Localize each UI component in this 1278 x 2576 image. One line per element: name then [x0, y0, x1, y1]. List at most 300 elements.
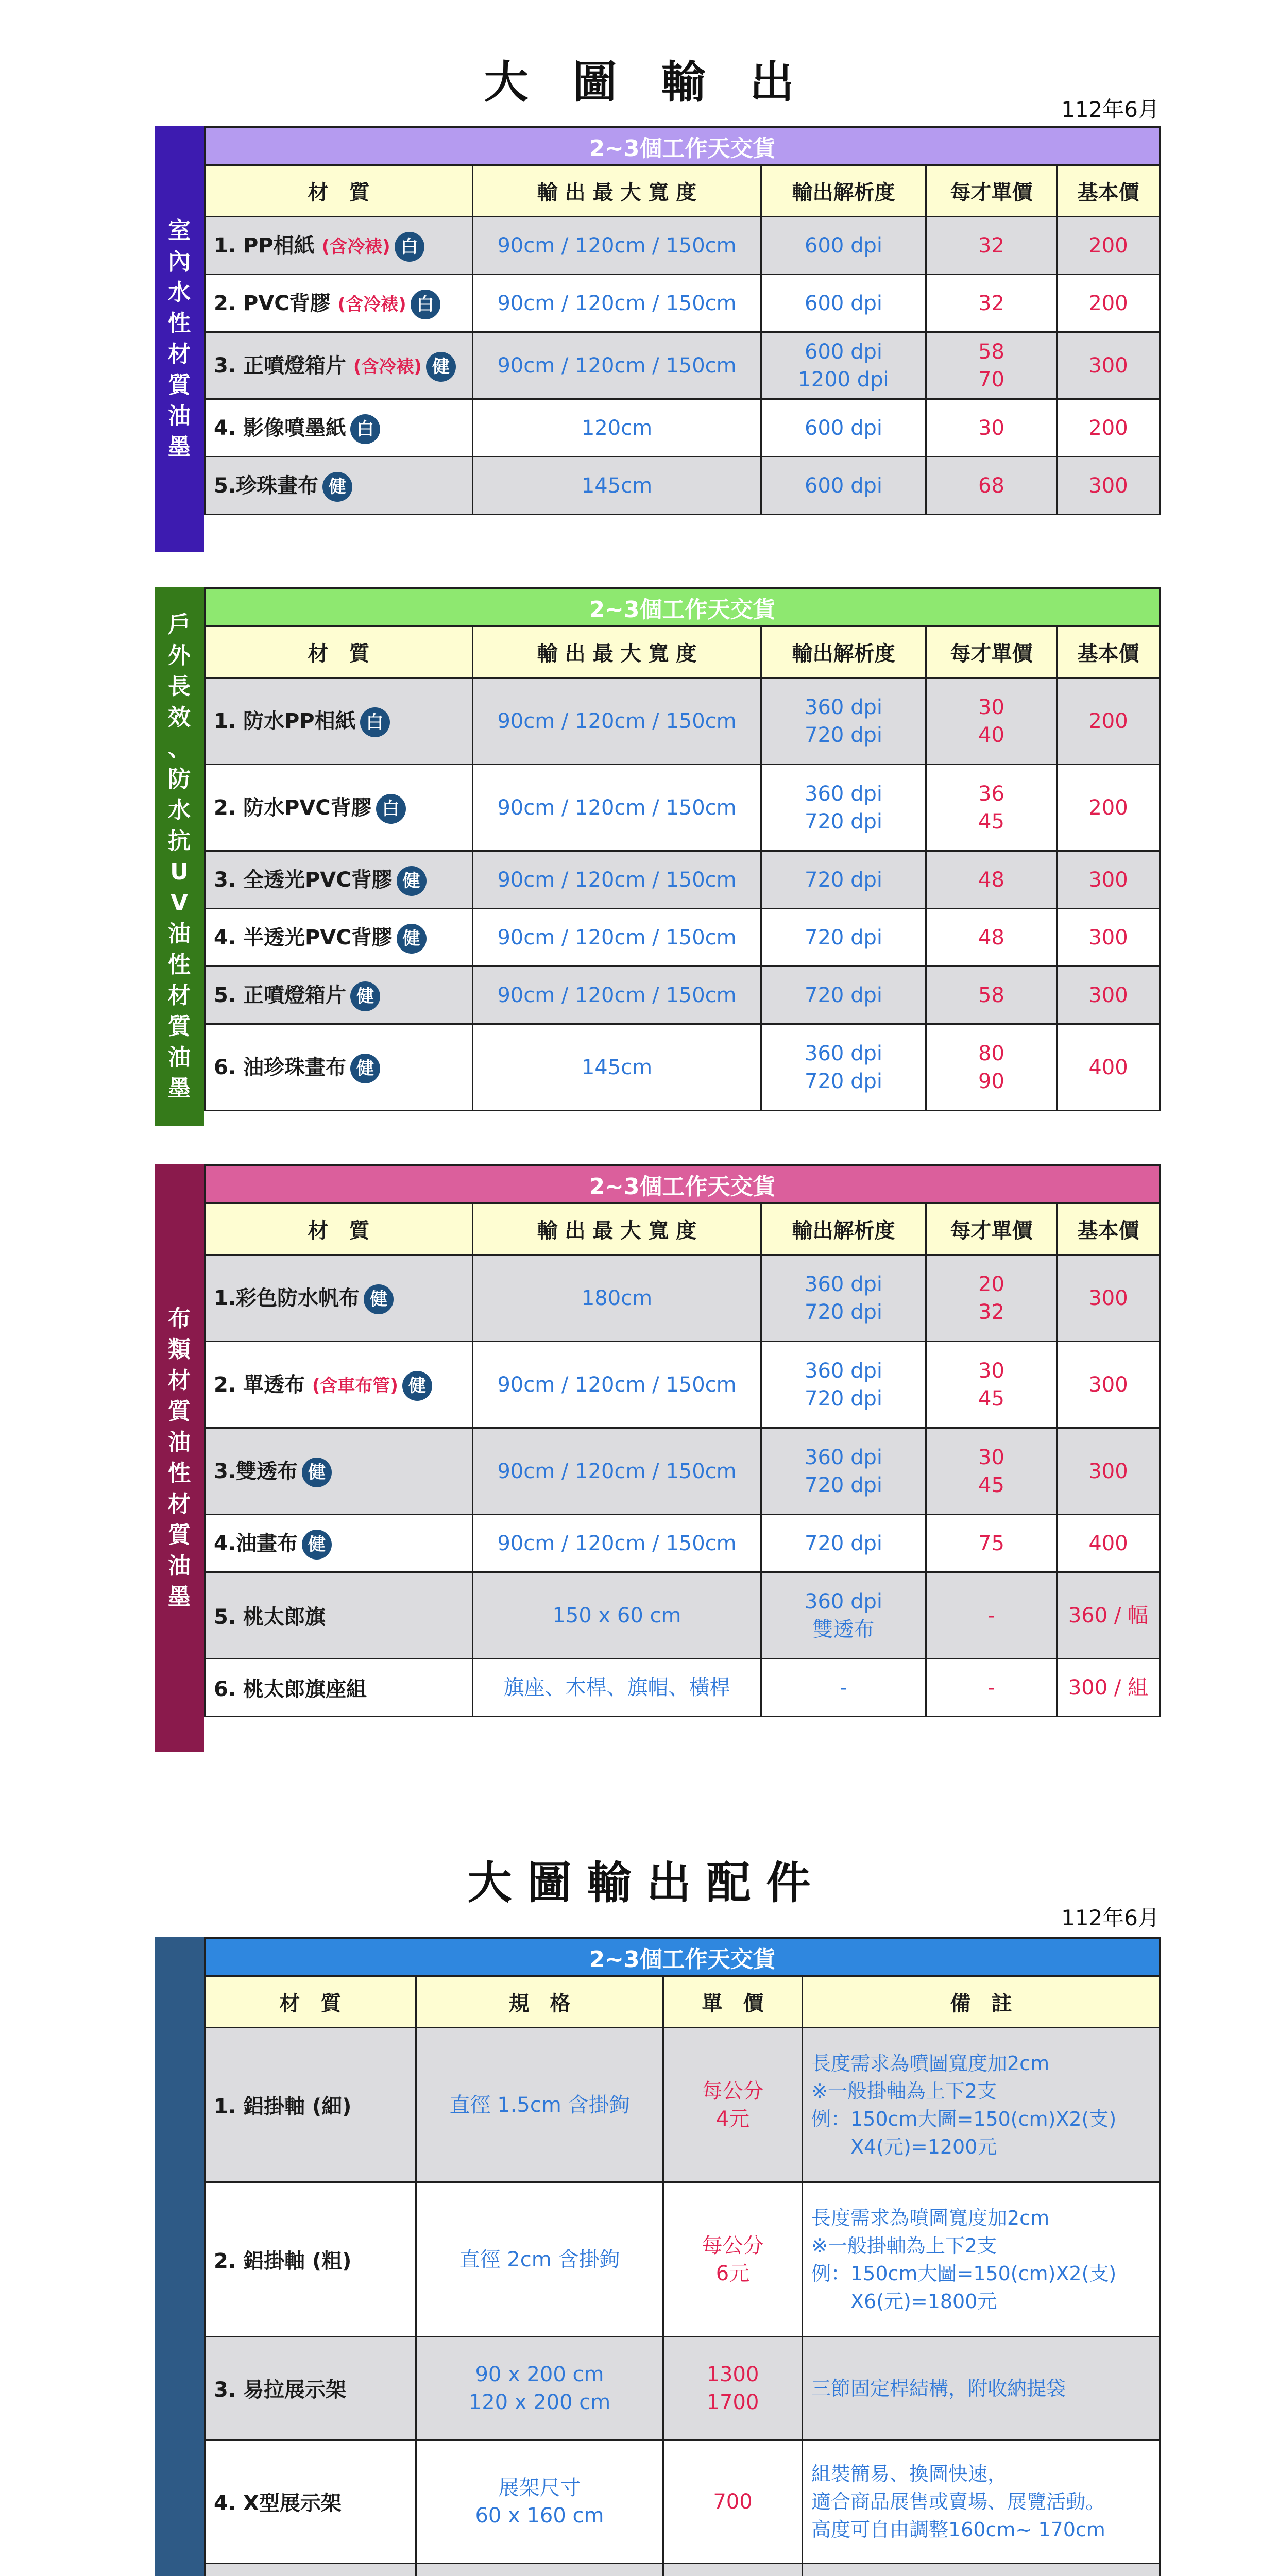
- max-width: 90cm / 120cm / 150cm: [473, 332, 761, 399]
- cell-line: -: [987, 1603, 995, 1628]
- cell-line: 40: [978, 723, 1004, 747]
- column-header-row: [205, 165, 1160, 217]
- resolution: [761, 1255, 926, 1342]
- col-width: 輸 出 最 大 寬 度: [473, 1204, 761, 1255]
- cell-line: 20: [978, 1272, 1004, 1296]
- base-price: 360 / 幅: [1057, 1572, 1160, 1659]
- col-material: 材 質: [205, 626, 473, 678]
- table-row: [205, 399, 1160, 457]
- page-title-main: 大 圖 輸 出: [484, 57, 794, 108]
- side-label-char: 質: [168, 1398, 191, 1425]
- cell-line: ※一般掛軸為上下2支: [811, 2234, 997, 2257]
- cell-line: 48: [978, 925, 1004, 950]
- cell-line: 直徑 1.5cm 含掛鉤: [449, 2093, 630, 2117]
- resolution: [761, 851, 926, 909]
- unit-price: [926, 399, 1057, 457]
- unit-price: [926, 1255, 1057, 1342]
- cell-line: 360 dpi: [805, 1041, 882, 1065]
- cell-line: X4(元)=1200元: [811, 2135, 997, 2158]
- side-label-char: 質: [168, 1522, 191, 1548]
- table-row: [205, 2440, 1160, 2564]
- material-tag: (含冷裱): [321, 236, 390, 257]
- material-name: [205, 399, 473, 457]
- item-name: 3. 易拉展示架: [205, 2337, 416, 2440]
- material-name: [205, 765, 473, 851]
- side-label-char: 墨: [168, 434, 191, 460]
- table-row: [205, 332, 1160, 399]
- cell-line: -: [987, 1675, 995, 1700]
- side-label-char: 油: [168, 403, 191, 429]
- resolution: [761, 1572, 926, 1659]
- material-label: 6. 桃太郎旗座組: [214, 1677, 367, 1701]
- item-spec: [416, 2337, 663, 2440]
- cell-line: 長度需求為噴圖寬度加2cm: [811, 2052, 1050, 2075]
- max-width: 90cm / 120cm / 150cm: [473, 678, 761, 765]
- material-name: [205, 851, 473, 909]
- max-width: 90cm / 120cm / 150cm: [473, 1428, 761, 1515]
- table-row: [205, 2182, 1160, 2337]
- table-row: [205, 851, 1160, 909]
- cell-line: 80: [978, 1041, 1004, 1065]
- cell-line: 組裝簡易、換圖快速，: [811, 2462, 1008, 2485]
- ink-badge: 健: [364, 1284, 394, 1314]
- cell-line: 4元: [715, 2107, 750, 2131]
- cell-line: 例：150cm大圖=150(cm)X2(支): [811, 2107, 1117, 2130]
- base-price: 200: [1057, 765, 1160, 851]
- max-width: 90cm / 120cm / 150cm: [473, 909, 761, 967]
- resolution: [761, 1515, 926, 1572]
- unit-price: [926, 1659, 1057, 1717]
- col-material: 材 質: [205, 1204, 473, 1255]
- material-name: [205, 1659, 473, 1717]
- unit-price: [926, 851, 1057, 909]
- resolution: [761, 275, 926, 332]
- cell-line: 90: [978, 1069, 1004, 1093]
- cell-line: 雙透布: [812, 1617, 875, 1641]
- resolution: [761, 1428, 926, 1515]
- side-label-char: 水: [168, 796, 191, 823]
- col-material: 材 質: [205, 1976, 416, 2028]
- cell-line: 高度可自由調整160cm~ 170cm: [811, 2518, 1105, 2541]
- side-label-char: 類: [168, 1336, 191, 1363]
- material-name: [205, 678, 473, 765]
- side-label-outdoor: [155, 587, 204, 1126]
- ink-badge: 健: [397, 924, 427, 954]
- material-name: [205, 457, 473, 515]
- material-name: [205, 1515, 473, 1572]
- base-price: 300: [1057, 457, 1160, 515]
- table-row: [205, 1024, 1160, 1111]
- unit-price: [926, 1024, 1057, 1111]
- material-label: 5. 桃太郎旗: [214, 1605, 326, 1629]
- col-spec: 規 格: [416, 1976, 663, 2028]
- column-header-row: [205, 626, 1160, 678]
- side-label-char: 布: [168, 1306, 191, 1332]
- max-width: 150 x 60 cm: [473, 1572, 761, 1659]
- side-label-char: 油: [168, 1429, 191, 1455]
- cell-line: 720 dpi: [805, 1069, 882, 1093]
- cell-line: 每公分: [702, 2079, 764, 2103]
- max-width: 90cm / 120cm / 150cm: [473, 1515, 761, 1572]
- max-width: 90cm / 120cm / 150cm: [473, 967, 761, 1024]
- resolution: [761, 967, 926, 1024]
- cell-line: 58: [978, 340, 1004, 364]
- item-name: [205, 2564, 416, 2576]
- max-width: 90cm / 120cm / 150cm: [473, 275, 761, 332]
- material-name: [205, 1342, 473, 1428]
- item-price: [663, 2182, 803, 2337]
- resolution: [761, 1659, 926, 1717]
- unit-price: [926, 1515, 1057, 1572]
- ink-badge: 健: [426, 352, 456, 382]
- ink-badge: 白: [411, 290, 440, 319]
- cell-line: 1300: [706, 2362, 759, 2386]
- cell-line: 32: [978, 1300, 1004, 1324]
- unit-price: [926, 1572, 1057, 1659]
- cell-line: 68: [978, 473, 1004, 498]
- material-name: [205, 1572, 473, 1659]
- side-label-char: 防: [168, 766, 191, 792]
- cell-line: 720 dpi: [805, 1386, 882, 1411]
- cell-line: 長度需求為噴圖寬度加2cm: [811, 2206, 1050, 2229]
- col-width: 輸 出 最 大 寬 度: [473, 165, 761, 217]
- table-row: [205, 678, 1160, 765]
- cell-line: 1200 dpi: [798, 367, 889, 392]
- cell-line: 58: [978, 983, 1004, 1007]
- side-label-char: 、: [168, 735, 191, 761]
- cell-line: 600 dpi: [805, 416, 882, 440]
- side-label-char: 戶: [168, 611, 191, 638]
- material-tag: (含冷裱): [337, 294, 406, 315]
- cell-line: 32: [978, 233, 1004, 258]
- ink-badge: 白: [360, 707, 390, 737]
- side-label-char: 油: [168, 1044, 191, 1071]
- cell-line: 60 x 160 cm: [475, 2503, 604, 2528]
- cell-line: 120 x 200 cm: [468, 2390, 611, 2414]
- resolution: [761, 217, 926, 275]
- cell-line: 70: [978, 367, 1004, 392]
- material-name: [205, 217, 473, 275]
- cell-line: 45: [978, 809, 1004, 834]
- unit-price: [926, 457, 1057, 515]
- col-material: 材 質: [205, 165, 473, 217]
- col-resolution: 輸出解析度: [761, 626, 926, 678]
- base-price: 300: [1057, 1428, 1160, 1515]
- page-title-accessories: 大 圖 輸 出 配 件: [467, 1857, 811, 1909]
- max-width: 120cm: [473, 399, 761, 457]
- max-width: 145cm: [473, 457, 761, 515]
- item-spec: [416, 2028, 663, 2182]
- side-label-char: 抗: [168, 827, 191, 854]
- base-price: 300: [1057, 1255, 1160, 1342]
- ink-badge: 健: [350, 981, 380, 1011]
- side-label-char: 質: [168, 1013, 191, 1040]
- base-price: 300: [1057, 967, 1160, 1024]
- cell-line: 90 x 200 cm: [475, 2362, 604, 2386]
- material-label: 4. 半透光PVC背膠: [214, 926, 393, 950]
- base-price: 300 / 組: [1057, 1659, 1160, 1717]
- base-price: 200: [1057, 217, 1160, 275]
- base-price: 400: [1057, 1024, 1160, 1111]
- cell-line: 360 dpi: [805, 695, 882, 719]
- max-width: 90cm / 120cm / 150cm: [473, 1342, 761, 1428]
- ink-badge: 白: [350, 414, 380, 444]
- material-label: 2. PVC背膠: [214, 292, 331, 315]
- col-price: 單 價: [663, 1976, 803, 2028]
- cell-line: 360 dpi: [805, 1589, 882, 1614]
- table-row: [205, 275, 1160, 332]
- max-width: 90cm / 120cm / 150cm: [473, 851, 761, 909]
- cell-line: 720 dpi: [805, 983, 882, 1007]
- cell-line: 720 dpi: [805, 925, 882, 950]
- col-price: 每才單價: [926, 165, 1057, 217]
- table-row: [205, 2564, 1160, 2576]
- material-label: 1. PP相紙: [214, 234, 315, 258]
- base-price: 200: [1057, 275, 1160, 332]
- base-price: 200: [1057, 399, 1160, 457]
- col-note: 備 註: [803, 1976, 1160, 2028]
- side-label-char: 墨: [168, 1075, 191, 1101]
- cell-line: 720 dpi: [805, 1473, 882, 1497]
- cell-line: 36: [978, 782, 1004, 806]
- cell-line: 三節固定桿結構，附收納提袋: [811, 2377, 1066, 2400]
- cell-line: 例：150cm大圖=150(cm)X2(支): [811, 2262, 1117, 2285]
- side-label-fabric: [155, 1164, 204, 1752]
- delivery-header: 2~3個工作天交貨: [205, 1938, 1160, 1976]
- table-row: [205, 1342, 1160, 1428]
- table-row: [205, 2028, 1160, 2182]
- cell-line: 展架尺寸: [498, 2476, 581, 2500]
- item-spec: [416, 2440, 663, 2564]
- material-name: [205, 1255, 473, 1342]
- delivery-header: 2~3個工作天交貨: [205, 588, 1160, 626]
- column-header-row: [205, 1976, 1160, 2028]
- max-width: 180cm: [473, 1255, 761, 1342]
- resolution: [761, 1342, 926, 1428]
- cell-line: 360 dpi: [805, 1445, 882, 1469]
- delivery-header: 2~3個工作天交貨: [205, 127, 1160, 165]
- delivery-row: [205, 1938, 1160, 1976]
- cell-line: 32: [978, 291, 1004, 315]
- material-label: 3. 正噴燈箱片: [214, 354, 346, 378]
- base-price: 300: [1057, 332, 1160, 399]
- max-width: 旗座、木桿、旗帽、橫桿: [473, 1659, 761, 1717]
- side-label-char: 性: [168, 310, 191, 336]
- unit-price: [926, 967, 1057, 1024]
- material-label: 1. 防水PP相紙: [214, 709, 356, 733]
- date-label-main: 112年6月: [1061, 97, 1160, 122]
- resolution: [761, 909, 926, 967]
- side-label-char: 材: [168, 1367, 191, 1394]
- item-spec: [416, 2564, 663, 2576]
- table-row: [205, 1428, 1160, 1515]
- cell-line: -: [840, 1675, 847, 1700]
- table-row: [205, 1572, 1160, 1659]
- section-outdoor: [155, 587, 1159, 1126]
- table-row: [205, 967, 1160, 1024]
- material-name: [205, 1024, 473, 1111]
- max-width: 90cm / 120cm / 150cm: [473, 765, 761, 851]
- material-label: 5. 正噴燈箱片: [214, 984, 346, 1007]
- ink-badge: 健: [302, 1530, 332, 1560]
- resolution: [761, 399, 926, 457]
- material-name: [205, 967, 473, 1024]
- ink-badge: 白: [376, 794, 406, 824]
- cell-line: 600 dpi: [805, 473, 882, 498]
- material-label: 3.雙透布: [214, 1460, 298, 1483]
- cell-line: 30: [978, 695, 1004, 719]
- material-label: 3. 全透光PVC背膠: [214, 868, 393, 892]
- side-label-char: 外: [168, 642, 191, 669]
- delivery-row: [205, 1165, 1160, 1204]
- cell-line: 45: [978, 1386, 1004, 1411]
- cell-line: 1700: [706, 2390, 759, 2414]
- col-resolution: 輸出解析度: [761, 1204, 926, 1255]
- item-note: [803, 2440, 1160, 2564]
- max-width: 90cm / 120cm / 150cm: [473, 217, 761, 275]
- max-width: 145cm: [473, 1024, 761, 1111]
- cell-line: 600 dpi: [805, 233, 882, 258]
- cell-line: 每公分: [702, 2233, 764, 2258]
- cell-line: X6(元)=1800元: [811, 2290, 997, 2313]
- section-accessories: [155, 1937, 1159, 2576]
- col-base: 基本價: [1057, 626, 1160, 678]
- ink-badge: 健: [350, 1054, 380, 1083]
- cell-line: 48: [978, 868, 1004, 892]
- material-name: [205, 909, 473, 967]
- side-label-char: 材: [168, 341, 191, 367]
- cell-line: 360 dpi: [805, 1272, 882, 1296]
- side-label-char: 油: [168, 920, 191, 947]
- cell-line: 適合商品展售或賣場、展覽活動。: [811, 2490, 1105, 2513]
- unit-price: [926, 217, 1057, 275]
- unit-price: [926, 275, 1057, 332]
- base-price: 300: [1057, 909, 1160, 967]
- cell-line: 720 dpi: [805, 868, 882, 892]
- material-name: [205, 1428, 473, 1515]
- item-price: [663, 2028, 803, 2182]
- item-note: [803, 2182, 1160, 2337]
- item-price: [663, 2440, 803, 2564]
- material-label: 1.彩色防水帆布: [214, 1286, 360, 1310]
- side-label-char: 室: [168, 217, 191, 244]
- resolution: [761, 457, 926, 515]
- item-name: 1. 鋁掛軸 (細): [205, 2028, 416, 2182]
- side-label-char: U: [170, 858, 189, 885]
- table-row: [205, 765, 1160, 851]
- date-label-accessories: 112年6月: [1061, 1905, 1160, 1930]
- side-label-char: 性: [168, 1460, 191, 1486]
- section-indoor: [155, 126, 1159, 552]
- col-price: 每才單價: [926, 1204, 1057, 1255]
- col-resolution: 輸出解析度: [761, 165, 926, 217]
- side-label-char: 材: [168, 982, 191, 1009]
- resolution: [761, 765, 926, 851]
- cell-line: 30: [978, 1359, 1004, 1383]
- ink-badge: 白: [395, 232, 424, 262]
- delivery-header: 2~3個工作天交貨: [205, 1165, 1160, 1204]
- cell-line: 30: [978, 1445, 1004, 1469]
- material-label: 5.珍珠畫布: [214, 474, 319, 498]
- unit-price: [926, 909, 1057, 967]
- item-note: [803, 2337, 1160, 2440]
- unit-price: [926, 1342, 1057, 1428]
- material-name: [205, 332, 473, 399]
- cell-line: 30: [978, 416, 1004, 440]
- material-label: 4.油畫布: [214, 1532, 298, 1555]
- table-row: [205, 217, 1160, 275]
- resolution: [761, 1024, 926, 1111]
- table-row: [205, 909, 1160, 967]
- ink-badge: 健: [302, 1458, 332, 1487]
- side-label-char: 水: [168, 279, 191, 306]
- unit-price: [926, 765, 1057, 851]
- side-label-char: 質: [168, 372, 191, 398]
- side-label-indoor: [155, 126, 204, 552]
- ink-badge: 健: [322, 472, 352, 502]
- side-label-char: 油: [168, 1553, 191, 1579]
- side-label-char: 墨: [168, 1584, 191, 1610]
- material-tag: (含冷裱): [353, 357, 422, 377]
- table-fabric: [204, 1164, 1161, 1717]
- cell-line: 6元: [715, 2261, 750, 2285]
- unit-price: [926, 332, 1057, 399]
- item-note: [803, 2564, 1160, 2576]
- material-tag: (含車布管): [312, 1376, 398, 1396]
- col-base: 基本價: [1057, 1204, 1160, 1255]
- side-label-char: 效: [168, 704, 191, 731]
- material-label: 2. 防水PVC背膠: [214, 796, 372, 820]
- material-label: 2. 單透布: [214, 1373, 305, 1397]
- table-indoor: [204, 126, 1161, 515]
- resolution: [761, 332, 926, 399]
- side-label-char: 長: [168, 673, 191, 700]
- side-label-char: 性: [168, 951, 191, 978]
- table-accessories: [204, 1937, 1161, 2576]
- cell-line: ※一般掛軸為上下2支: [811, 2079, 997, 2103]
- table-row: [205, 1659, 1160, 1717]
- base-price: 200: [1057, 678, 1160, 765]
- cell-line: 75: [978, 1531, 1004, 1555]
- col-base: 基本價: [1057, 165, 1160, 217]
- item-price: [663, 2337, 803, 2440]
- material-label: 6. 油珍珠畫布: [214, 1056, 346, 1079]
- item-note: [803, 2028, 1160, 2182]
- cell-line: 720 dpi: [805, 809, 882, 834]
- cell-line: 直徑 2cm 含掛鉤: [459, 2247, 620, 2272]
- material-label: 4. 影像噴墨紙: [214, 416, 346, 440]
- material-name: [205, 275, 473, 332]
- table-outdoor: [204, 587, 1161, 1111]
- unit-price: [926, 678, 1057, 765]
- section-fabric: [155, 1164, 1159, 1752]
- cell-line: 360 dpi: [805, 1359, 882, 1383]
- side-label-char: V: [170, 889, 189, 916]
- base-price: 300: [1057, 1342, 1160, 1428]
- side-label-char: 內: [168, 248, 191, 275]
- base-price: 300: [1057, 851, 1160, 909]
- cell-line: 600 dpi: [805, 291, 882, 315]
- cell-line: 720 dpi: [805, 1531, 882, 1555]
- table-row: [205, 457, 1160, 515]
- delivery-row: [205, 588, 1160, 626]
- table-row: [205, 2337, 1160, 2440]
- side-label-accessories: [155, 1937, 204, 2576]
- cell-line: 720 dpi: [805, 723, 882, 747]
- cell-line: 720 dpi: [805, 1300, 882, 1324]
- ink-badge: 健: [397, 866, 427, 896]
- item-price: [663, 2564, 803, 2576]
